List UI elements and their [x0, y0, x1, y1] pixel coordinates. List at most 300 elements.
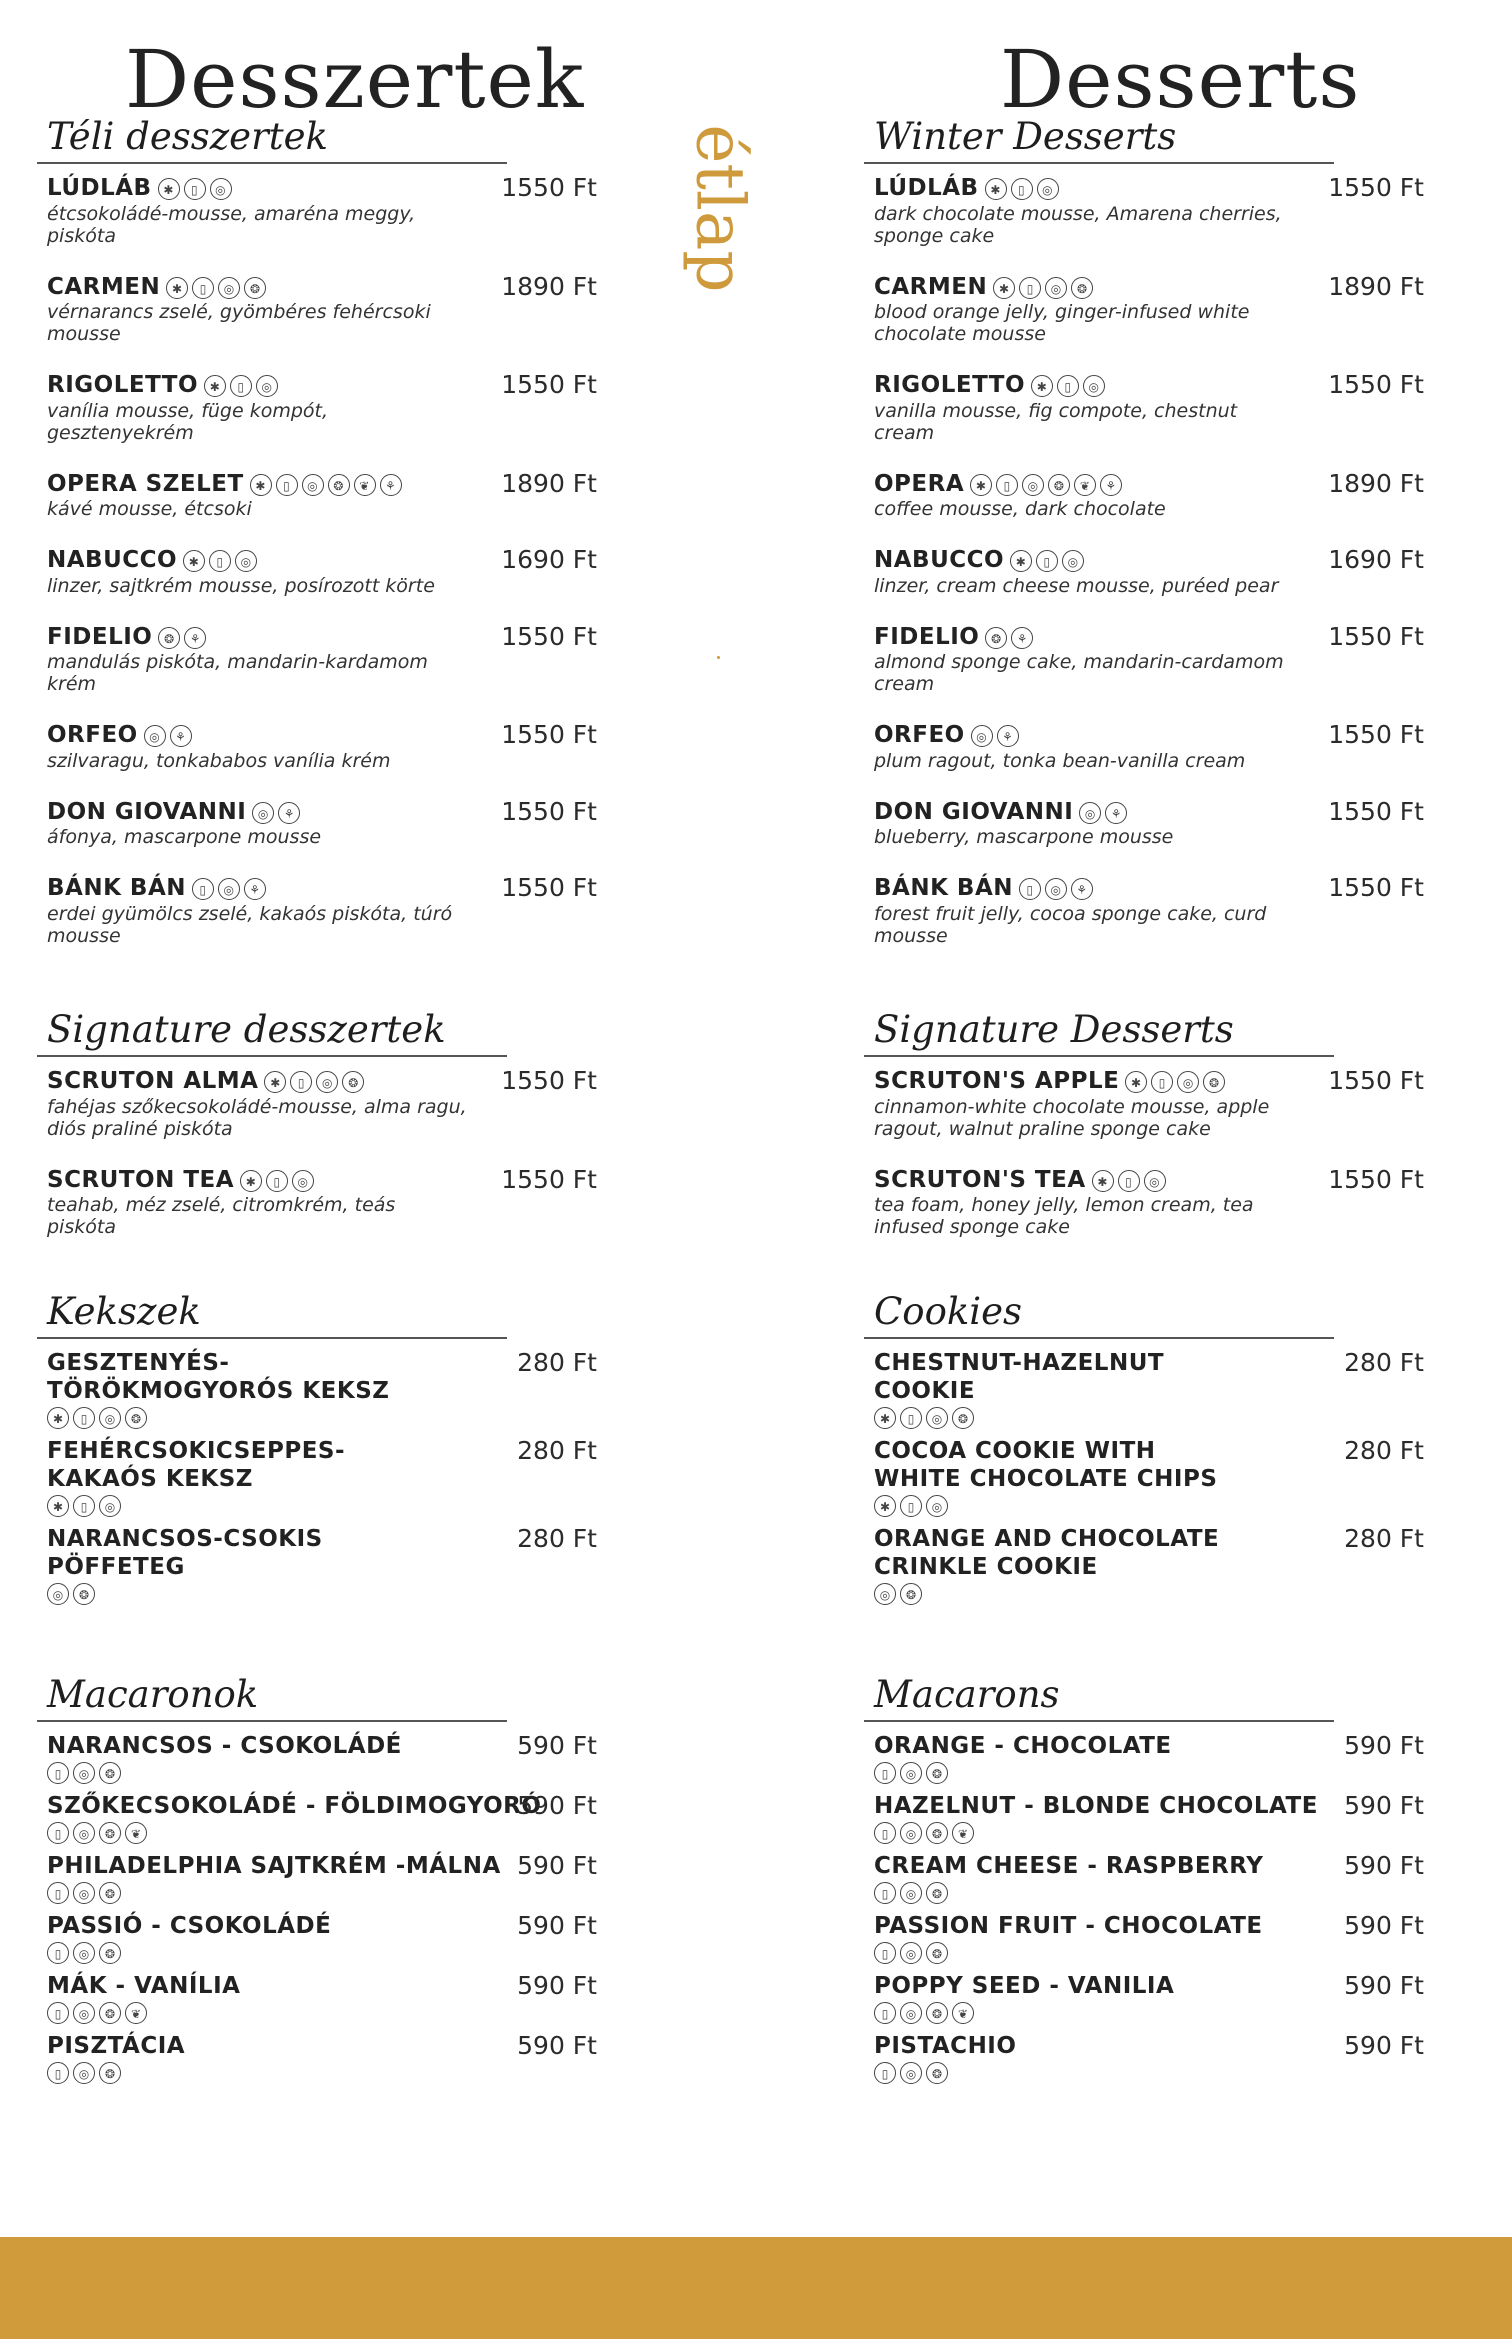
allergen-egg-icon: ◎	[926, 1407, 948, 1429]
item-description: coffee mousse, dark chocolate	[874, 498, 1166, 520]
item-name: CARMEN	[874, 273, 988, 300]
item-name: NABUCCO	[47, 547, 178, 573]
item-description: fahéjas szőkecsokoládé-mousse, alma ragu, diós praliné piskóta	[47, 1095, 467, 1140]
menu-item	[864, 1732, 1424, 1784]
item-price: 1690 Ft	[1328, 545, 1424, 574]
item-name: PISTACHIO	[874, 2033, 1017, 2059]
allergen-milk-icon: ▯	[47, 1762, 69, 1784]
allergen-icons	[252, 798, 304, 826]
allergen-milk-icon: ▯	[1057, 375, 1079, 397]
section-title: Macaronok	[47, 1673, 259, 1716]
allergen-nuts-icon: ❂	[99, 2062, 121, 2084]
allergen-gluten-icon: ✱	[874, 1495, 896, 1517]
item-price: 590 Ft	[1344, 1731, 1424, 1760]
item-description: blood orange jelly, ginger-infused white chocolate mousse	[874, 301, 1250, 345]
menu-item	[37, 623, 597, 696]
allergen-icons	[1125, 1068, 1229, 1096]
allergen-icons	[985, 623, 1037, 651]
item-description: teahab, méz zselé, citromkrém, teás piskóta	[47, 1194, 396, 1238]
allergen-milk-icon: ▯	[192, 277, 214, 299]
section-0	[37, 112, 597, 973]
section-3	[37, 1670, 597, 2092]
allergen-nuts-icon: ❂	[926, 1942, 948, 1964]
item-price: 1890 Ft	[1328, 468, 1424, 498]
allergen-icons	[166, 273, 270, 301]
allergen-gluten-icon: ✱	[1092, 1170, 1114, 1192]
menu-item	[864, 371, 1424, 444]
allergen-egg-icon: ◎	[1022, 474, 1044, 496]
allergen-milk-icon: ▯	[874, 1822, 896, 1844]
item-name: POPPY SEED - VANILIA	[874, 1973, 1175, 1999]
item-price: 1550 Ft	[501, 370, 597, 399]
item-name: ORANGE - CHOCOLATE	[874, 1733, 1172, 1759]
page-title-hu: Desszertek	[125, 33, 585, 126]
item-price: 280 Ft	[517, 1348, 597, 1377]
allergen-egg-icon: ◎	[900, 1822, 922, 1844]
item-price: 1550 Ft	[1328, 873, 1424, 902]
allergen-gluten-icon: ✱	[47, 1407, 69, 1429]
item-description: linzer, sajtkrém mousse, posírozott körte	[47, 574, 435, 597]
item-price: 590 Ft	[517, 1911, 597, 1940]
allergen-milk-icon: ▯	[184, 178, 206, 200]
allergen-icons	[47, 1942, 597, 1964]
menu-item	[37, 1972, 597, 2024]
allergen-nuts-icon: ❂	[926, 1822, 948, 1844]
section-divider	[864, 1337, 1334, 1339]
allergen-milk-icon: ▯	[874, 1762, 896, 1784]
allergen-lupine-icon: ⚘	[1071, 878, 1093, 900]
etlap-vertical-word	[660, 70, 770, 350]
item-price: 1550 Ft	[1328, 173, 1424, 202]
allergen-milk-icon: ▯	[874, 1942, 896, 1964]
allergen-milk-icon: ▯	[1036, 550, 1058, 572]
item-description: vanília mousse, füge kompót, gesztenyekrém	[47, 399, 329, 444]
allergen-nuts-icon: ❂	[1203, 1071, 1225, 1093]
allergen-egg-icon: ◎	[1079, 802, 1101, 824]
item-description: erdei gyümölcs zselé, kakaós piskóta, túró mousse	[47, 902, 453, 947]
allergen-egg-icon: ◎	[1062, 550, 1084, 572]
allergen-egg-icon: ◎	[252, 802, 274, 824]
allergen-gluten-icon: ✱	[970, 474, 992, 496]
item-name: SCRUTON'S TEA	[874, 1166, 1086, 1193]
allergen-milk-icon: ▯	[1118, 1170, 1140, 1192]
item-price: 1550 Ft	[1328, 1066, 1424, 1095]
menu-item	[37, 470, 597, 521]
allergen-gluten-icon: ✱	[264, 1071, 286, 1093]
allergen-gluten-icon: ✱	[1010, 550, 1032, 572]
menu-item	[37, 1067, 597, 1140]
allergen-icons	[874, 1495, 1424, 1517]
allergen-icons	[144, 722, 196, 750]
menu-item	[864, 1349, 1424, 1429]
item-price: 1550 Ft	[501, 1066, 597, 1095]
allergen-icons	[874, 2002, 1424, 2024]
allergen-egg-icon: ◎	[316, 1071, 338, 1093]
item-price: 1550 Ft	[501, 873, 597, 902]
allergen-nuts-icon: ❂	[158, 627, 180, 649]
menu-item	[37, 1732, 597, 1784]
item-name: COCOA COOKIE WITH WHITE CHOCOLATE CHIPS	[874, 1438, 1218, 1492]
allergen-nuts-icon: ❂	[99, 1942, 121, 1964]
allergen-egg-icon: ◎	[302, 474, 324, 496]
item-price: 1550 Ft	[1328, 1164, 1424, 1194]
allergen-icons	[874, 1762, 1424, 1784]
allergen-lupine-icon: ⚘	[997, 725, 1019, 747]
menu-item	[864, 470, 1424, 521]
allergen-icons	[874, 1407, 1424, 1429]
allergen-icons	[183, 547, 261, 575]
allergen-egg-icon: ◎	[971, 725, 993, 747]
section-title: Macarons	[874, 1673, 1060, 1716]
allergen-milk-icon: ▯	[1011, 178, 1033, 200]
item-name: BÁNK BÁN	[874, 875, 1013, 901]
allergen-milk-icon: ▯	[874, 1882, 896, 1904]
menu-item	[37, 721, 597, 772]
menu-item	[37, 371, 597, 444]
allergen-milk-icon: ▯	[1151, 1071, 1173, 1093]
allergen-icons	[47, 1407, 597, 1429]
item-name: GESZTENYÉS- TÖRÖKMOGYORÓS KEKSZ	[47, 1350, 390, 1404]
menu-item	[864, 798, 1424, 849]
allergen-icons	[993, 273, 1097, 301]
allergen-icons	[874, 1882, 1424, 1904]
item-description: blueberry, mascarpone mousse	[874, 826, 1174, 848]
section-title: Kekszek	[47, 1290, 201, 1333]
item-name: OPERA	[874, 470, 965, 497]
section-divider	[37, 162, 507, 164]
item-name: PISZTÁCIA	[47, 2033, 186, 2059]
allergen-nuts-icon: ❂	[125, 1407, 147, 1429]
allergen-egg-icon: ◎	[73, 1882, 95, 1904]
item-name: CREAM CHEESE - RASPBERRY	[874, 1853, 1264, 1879]
section-1	[864, 1005, 1424, 1264]
item-description: cinnamon-white chocolate mousse, apple ragout, walnut praline sponge cake	[874, 1095, 1270, 1140]
allergen-icons	[250, 470, 406, 498]
section-title: Téli desszertek	[47, 115, 328, 158]
allergen-icons	[874, 1583, 1424, 1605]
allergen-milk-icon: ▯	[900, 1407, 922, 1429]
allergen-icons	[47, 1882, 597, 1904]
allergen-soy-icon: ❦	[1074, 474, 1096, 496]
item-price: 590 Ft	[517, 1851, 597, 1880]
allergen-nuts-icon: ❂	[99, 1822, 121, 1844]
allergen-egg-icon: ◎	[926, 1495, 948, 1517]
allergen-egg-icon: ◎	[900, 1882, 922, 1904]
allergen-milk-icon: ▯	[192, 878, 214, 900]
allergen-milk-icon: ▯	[1019, 878, 1041, 900]
item-description: áfonya, mascarpone mousse	[47, 826, 322, 848]
item-name: CARMEN	[47, 273, 161, 300]
allergen-icons	[47, 2002, 597, 2024]
menu-item	[37, 1792, 597, 1844]
allergen-milk-icon: ▯	[874, 2002, 896, 2024]
allergen-milk-icon: ▯	[874, 2062, 896, 2084]
allergen-icons	[874, 2062, 1424, 2084]
menu-item	[864, 1912, 1424, 1964]
allergen-lupine-icon: ⚘	[1100, 474, 1122, 496]
allergen-egg-icon: ◎	[218, 277, 240, 299]
allergen-icons	[1079, 798, 1131, 826]
allergen-icons	[1031, 372, 1109, 400]
section-divider	[864, 1720, 1334, 1722]
item-name: PHILADELPHIA SAJTKRÉM -MÁLNA	[47, 1853, 501, 1879]
allergen-egg-icon: ◎	[874, 1583, 896, 1605]
allergen-milk-icon: ▯	[73, 1407, 95, 1429]
item-name: RIGOLETTO	[47, 372, 199, 398]
allergen-milk-icon: ▯	[266, 1170, 288, 1192]
allergen-egg-icon: ◎	[73, 1942, 95, 1964]
allergen-gluten-icon: ✱	[993, 277, 1015, 299]
allergen-icons	[47, 1822, 597, 1844]
allergen-egg-icon: ◎	[47, 1583, 69, 1605]
allergen-icons	[1019, 875, 1097, 903]
item-price: 1550 Ft	[501, 621, 597, 651]
allergen-egg-icon: ◎	[73, 2002, 95, 2024]
menu-item	[37, 1912, 597, 1964]
item-price: 1890 Ft	[1328, 271, 1424, 301]
item-description: forest fruit jelly, cocoa sponge cake, curd mousse	[874, 902, 1267, 947]
allergen-milk-icon: ▯	[276, 474, 298, 496]
decorative-dot	[717, 656, 720, 659]
allergen-milk-icon: ▯	[73, 1495, 95, 1517]
allergen-icons	[47, 1762, 597, 1784]
item-description: almond sponge cake, mandarin-cardamom cream	[874, 651, 1284, 695]
allergen-nuts-icon: ❂	[1071, 277, 1093, 299]
allergen-egg-icon: ◎	[144, 725, 166, 747]
section-divider	[864, 1055, 1334, 1057]
item-price: 280 Ft	[1344, 1436, 1424, 1465]
item-name: NARANCSOS-CSOKIS PÖFFETEG	[47, 1526, 323, 1580]
item-price: 1550 Ft	[501, 1164, 597, 1194]
item-name: SZŐKECSOKOLÁDÉ - FÖLDIMOGYORÓ	[47, 1793, 542, 1819]
item-price: 280 Ft	[1344, 1348, 1424, 1377]
section-divider	[37, 1055, 507, 1057]
allergen-lupine-icon: ⚘	[170, 725, 192, 747]
allergen-egg-icon: ◎	[900, 2002, 922, 2024]
item-price: 1550 Ft	[501, 720, 597, 749]
menu-item	[864, 623, 1424, 696]
allergen-icons	[874, 1822, 1424, 1844]
allergen-lupine-icon: ⚘	[184, 627, 206, 649]
item-description: kávé mousse, étcsoki	[47, 498, 252, 520]
item-name: HAZELNUT - BLONDE CHOCOLATE	[874, 1793, 1318, 1819]
item-name: LÚDLÁB	[874, 175, 979, 201]
allergen-egg-icon: ◎	[1037, 178, 1059, 200]
allergen-egg-icon: ◎	[900, 2062, 922, 2084]
allergen-gluten-icon: ✱	[183, 550, 205, 572]
item-price: 1890 Ft	[501, 271, 597, 301]
menu-item	[864, 874, 1424, 947]
item-price: 590 Ft	[1344, 2031, 1424, 2060]
section-divider	[37, 1337, 507, 1339]
allergen-icons	[47, 1495, 597, 1517]
allergen-milk-icon: ▯	[996, 474, 1018, 496]
allergen-icons	[47, 2062, 597, 2084]
menu-item	[864, 273, 1424, 346]
page-title-en: Desserts	[1000, 33, 1361, 126]
item-name: LÚDLÁB	[47, 175, 152, 201]
allergen-gluten-icon: ✱	[874, 1407, 896, 1429]
allergen-nuts-icon: ❂	[900, 1583, 922, 1605]
menu-item	[37, 174, 597, 247]
menu-item	[37, 1525, 597, 1605]
allergen-nuts-icon: ❂	[328, 474, 350, 496]
item-name: SCRUTON'S APPLE	[874, 1068, 1120, 1094]
menu-item	[864, 1792, 1424, 1844]
menu-item	[37, 546, 597, 597]
item-price: 1550 Ft	[501, 796, 597, 826]
item-name: DON GIOVANNI	[47, 798, 247, 825]
allergen-gluten-icon: ✱	[47, 1495, 69, 1517]
allergen-egg-icon: ◎	[256, 375, 278, 397]
item-name: RIGOLETTO	[874, 372, 1026, 398]
allergen-icons	[985, 175, 1063, 203]
allergen-lupine-icon: ⚘	[1105, 802, 1127, 824]
allergen-egg-icon: ◎	[210, 178, 232, 200]
allergen-nuts-icon: ❂	[926, 1882, 948, 1904]
item-name: NABUCCO	[874, 547, 1005, 573]
allergen-nuts-icon: ❂	[926, 1762, 948, 1784]
allergen-gluten-icon: ✱	[158, 178, 180, 200]
allergen-nuts-icon: ❂	[342, 1071, 364, 1093]
item-name: PASSIÓ - CSOKOLÁDÉ	[47, 1913, 332, 1939]
allergen-icons	[1010, 547, 1088, 575]
item-price: 1890 Ft	[501, 468, 597, 498]
menu-item	[864, 1972, 1424, 2024]
menu-item	[864, 2032, 1424, 2084]
allergen-gluten-icon: ✱	[166, 277, 188, 299]
allergen-soy-icon: ❦	[354, 474, 376, 496]
item-name: OPERA SZELET	[47, 470, 244, 497]
allergen-nuts-icon: ❂	[985, 627, 1007, 649]
item-price: 590 Ft	[1344, 1791, 1424, 1820]
item-price: 590 Ft	[1344, 1911, 1424, 1940]
allergen-icons	[240, 1166, 318, 1194]
allergen-icons	[1092, 1166, 1170, 1194]
allergen-milk-icon: ▯	[47, 2002, 69, 2024]
allergen-icons	[264, 1068, 368, 1096]
menu-item	[864, 1166, 1424, 1239]
item-name: MÁK - VANÍLIA	[47, 1973, 241, 1999]
allergen-nuts-icon: ❂	[952, 1407, 974, 1429]
allergen-egg-icon: ◎	[235, 550, 257, 572]
menu-item	[37, 273, 597, 346]
menu-item	[37, 1166, 597, 1239]
allergen-egg-icon: ◎	[1083, 375, 1105, 397]
allergen-gluten-icon: ✱	[240, 1170, 262, 1192]
section-divider	[37, 1720, 507, 1722]
item-price: 280 Ft	[517, 1436, 597, 1465]
allergen-nuts-icon: ❂	[99, 2002, 121, 2024]
menu-item	[864, 721, 1424, 772]
item-name: ORFEO	[47, 722, 138, 748]
item-name: ORFEO	[874, 722, 965, 748]
allergen-egg-icon: ◎	[1045, 878, 1067, 900]
allergen-egg-icon: ◎	[1045, 277, 1067, 299]
item-name: PASSION FRUIT - CHOCOLATE	[874, 1913, 1263, 1939]
menu-item	[37, 798, 597, 849]
allergen-milk-icon: ▯	[1019, 277, 1041, 299]
item-description: dark chocolate mousse, Amarena cherries, sponge cake	[874, 202, 1282, 247]
item-name: SCRUTON TEA	[47, 1166, 235, 1193]
item-price: 1690 Ft	[501, 545, 597, 574]
menu-item	[864, 1437, 1424, 1517]
allergen-icons	[47, 1583, 597, 1605]
item-description: vérnarancs zselé, gyömbéres fehércsoki mousse	[47, 301, 431, 345]
allergen-nuts-icon: ❂	[1048, 474, 1070, 496]
allergen-nuts-icon: ❂	[926, 2062, 948, 2084]
allergen-milk-icon: ▯	[47, 2062, 69, 2084]
item-price: 1550 Ft	[1328, 370, 1424, 399]
allergen-milk-icon: ▯	[47, 1882, 69, 1904]
footer-bar	[0, 2237, 1512, 2339]
item-name: ORANGE AND CHOCOLATE CRINKLE COOKIE	[874, 1526, 1220, 1580]
allergen-lupine-icon: ⚘	[244, 878, 266, 900]
item-price: 280 Ft	[517, 1524, 597, 1553]
section-title: Signature desszertek	[47, 1008, 446, 1051]
item-name: FIDELIO	[874, 623, 980, 650]
section-title: Winter Desserts	[874, 115, 1177, 158]
item-name: DON GIOVANNI	[874, 798, 1074, 825]
allergen-icons	[874, 1942, 1424, 1964]
section-0	[864, 112, 1424, 973]
menu-item	[864, 1067, 1424, 1140]
allergen-milk-icon: ▯	[230, 375, 252, 397]
allergen-icons	[971, 722, 1023, 750]
item-name: SCRUTON ALMA	[47, 1068, 259, 1094]
allergen-egg-icon: ◎	[900, 1762, 922, 1784]
allergen-egg-icon: ◎	[99, 1407, 121, 1429]
item-description: plum ragout, tonka bean-vanilla cream	[874, 749, 1246, 772]
section-divider	[864, 162, 1334, 164]
menu-item	[37, 1349, 597, 1429]
allergen-lupine-icon: ⚘	[380, 474, 402, 496]
item-price: 590 Ft	[517, 1791, 597, 1820]
menu-item	[864, 174, 1424, 247]
item-name: FEHÉRCSOKICSEPPES- KAKAÓS KEKSZ	[47, 1438, 346, 1492]
item-name: CHESTNUT-HAZELNUT COOKIE	[874, 1350, 1165, 1404]
menu-item	[37, 874, 597, 947]
allergen-lupine-icon: ⚘	[278, 802, 300, 824]
item-price: 590 Ft	[517, 1731, 597, 1760]
allergen-nuts-icon: ❂	[73, 1583, 95, 1605]
allergen-milk-icon: ▯	[900, 1495, 922, 1517]
item-price: 590 Ft	[1344, 1851, 1424, 1880]
allergen-egg-icon: ◎	[73, 1762, 95, 1784]
allergen-nuts-icon: ❂	[99, 1882, 121, 1904]
menu-item	[37, 1852, 597, 1904]
allergen-nuts-icon: ❂	[99, 1762, 121, 1784]
allergen-egg-icon: ◎	[99, 1495, 121, 1517]
allergen-icons	[192, 875, 270, 903]
item-price: 590 Ft	[517, 2031, 597, 2060]
allergen-icons	[158, 175, 236, 203]
allergen-soy-icon: ❦	[952, 1822, 974, 1844]
allergen-gluten-icon: ✱	[250, 474, 272, 496]
allergen-milk-icon: ▯	[290, 1071, 312, 1093]
section-title: Cookies	[874, 1290, 1022, 1333]
section-1	[37, 1005, 597, 1264]
item-name: NARANCSOS - CSOKOLÁDÉ	[47, 1733, 402, 1759]
item-description: szilvaragu, tonkababos vanília krém	[47, 749, 391, 772]
allergen-soy-icon: ❦	[952, 2002, 974, 2024]
item-price: 1550 Ft	[1328, 796, 1424, 826]
menu-item	[37, 2032, 597, 2084]
item-description: étcsokoládé-mousse, amaréna meggy, piskóta	[47, 202, 416, 247]
item-price: 1550 Ft	[501, 173, 597, 202]
section-2	[864, 1287, 1424, 1613]
allergen-gluten-icon: ✱	[1031, 375, 1053, 397]
